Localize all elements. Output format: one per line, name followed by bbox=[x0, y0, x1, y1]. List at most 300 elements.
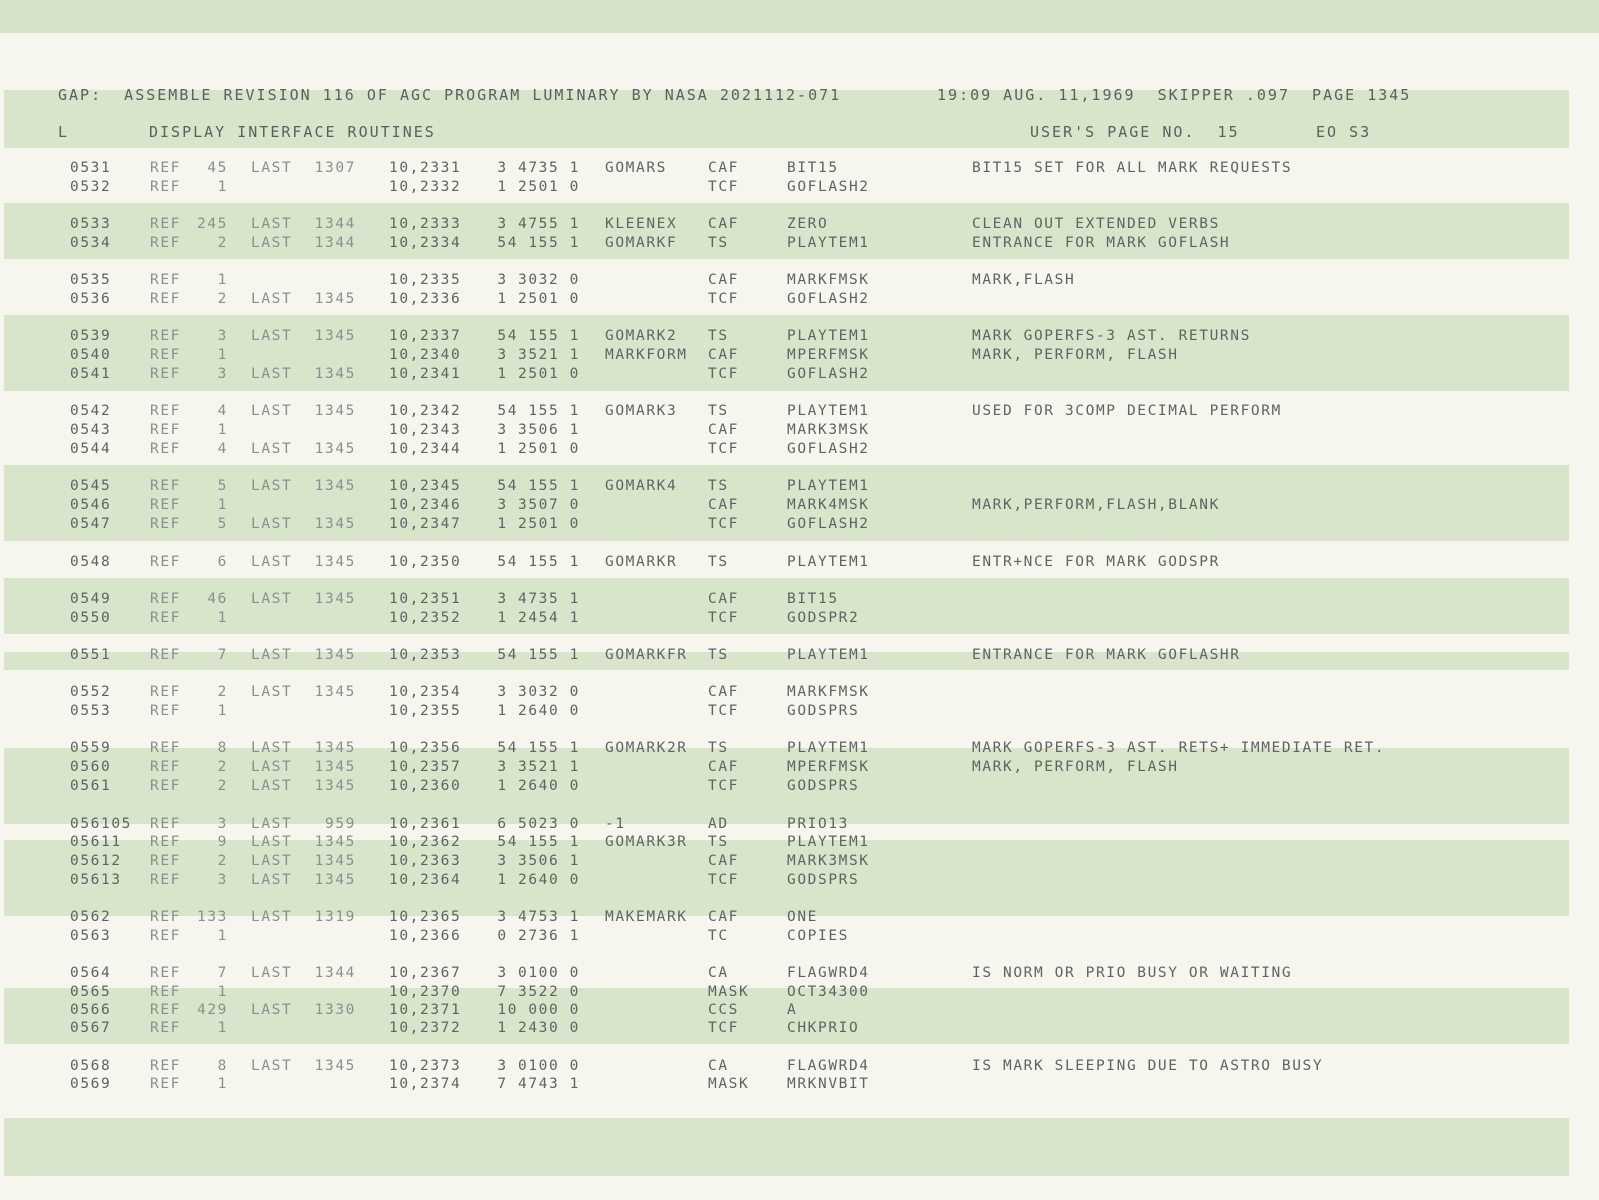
listing-sequence-number: 0544 bbox=[70, 441, 112, 457]
listing-last-label: LAST bbox=[251, 441, 293, 457]
listing-comment: ENTRANCE FOR MARK GOFLASH bbox=[972, 235, 1231, 251]
listing-ref-count: 3 bbox=[217, 328, 228, 344]
listing-sequence-number: 0565 bbox=[70, 984, 112, 1000]
listing-sequence-number: 0536 bbox=[70, 291, 112, 307]
listing-ref-count: 3 bbox=[217, 366, 228, 382]
listing-ref-label: REF bbox=[150, 554, 181, 570]
listing-operand: COPIES bbox=[787, 928, 849, 944]
listing-row bbox=[0, 216, 1599, 235]
listing-address: 10,2353 bbox=[389, 647, 462, 663]
listing-ref-label: REF bbox=[150, 272, 181, 288]
listing-row bbox=[0, 610, 1599, 629]
listing-address: 10,2351 bbox=[389, 591, 462, 607]
listing-row bbox=[0, 853, 1599, 872]
listing-opcode: TS bbox=[708, 834, 729, 850]
listing-address: 10,2362 bbox=[389, 834, 462, 850]
listing-ref-label: REF bbox=[150, 291, 181, 307]
listing-ref-label: REF bbox=[150, 328, 181, 344]
listing-last-label: LAST bbox=[251, 778, 293, 794]
listing-sequence-number: 0568 bbox=[70, 1058, 112, 1074]
listing-opcode: TCF bbox=[708, 872, 739, 888]
listing-last-label: LAST bbox=[251, 759, 293, 775]
listing-symbol-label: GOMARKFR bbox=[605, 647, 688, 663]
listing-row bbox=[0, 684, 1599, 703]
listing-last-label: LAST bbox=[251, 366, 293, 382]
listing-symbol-label: MARKFORM bbox=[605, 347, 688, 363]
listing-operand: FLAGWRD4 bbox=[787, 1058, 870, 1074]
listing-last-label: LAST bbox=[251, 684, 293, 700]
listing-address: 10,2372 bbox=[389, 1020, 462, 1036]
listing-last-page: 1345 bbox=[314, 516, 356, 532]
listing-operand: GODSPRS bbox=[787, 703, 860, 719]
listing-sequence-number: 0543 bbox=[70, 422, 112, 438]
listing-symbol-label: GOMARK2R bbox=[605, 740, 688, 756]
listing-ref-count: 45 bbox=[207, 160, 228, 176]
listing-operand: GOFLASH2 bbox=[787, 179, 870, 195]
listing-operand: ONE bbox=[787, 909, 818, 925]
listing-last-label: LAST bbox=[251, 291, 293, 307]
listing-address: 10,2361 bbox=[389, 816, 462, 832]
listing-operand: MRKNVBIT bbox=[787, 1076, 870, 1092]
listing-opcode: CAF bbox=[708, 591, 739, 607]
listing-symbol-label: -1 bbox=[605, 816, 626, 832]
listing-octal-code: 54 155 1 bbox=[497, 478, 580, 494]
listing-ref-count: 46 bbox=[207, 591, 228, 607]
listing-octal-code: 0 2736 1 bbox=[497, 928, 580, 944]
listing-address: 10,2367 bbox=[389, 965, 462, 981]
listing-ref-count: 9 bbox=[217, 834, 228, 850]
listing-last-label: LAST bbox=[251, 328, 293, 344]
listing-address: 10,2360 bbox=[389, 778, 462, 794]
listing-operand: GOFLASH2 bbox=[787, 441, 870, 457]
listing-address: 10,2336 bbox=[389, 291, 462, 307]
listing-row bbox=[0, 272, 1599, 291]
listing-sequence-number: 0541 bbox=[70, 366, 112, 382]
listing-last-page: 959 bbox=[325, 816, 356, 832]
listing-row bbox=[0, 1058, 1599, 1077]
listing-ref-count: 1 bbox=[217, 1020, 228, 1036]
listing-address: 10,2335 bbox=[389, 272, 462, 288]
listing-last-page: 1345 bbox=[314, 366, 356, 382]
listing-last-page: 1330 bbox=[314, 1002, 356, 1018]
listing-opcode: CAF bbox=[708, 160, 739, 176]
listing-ref-count: 2 bbox=[217, 853, 228, 869]
listing-sequence-number: 0542 bbox=[70, 403, 112, 419]
header-assembly-line: GAP: ASSEMBLE REVISION 116 OF AGC PROGRAM LUMINARY BY NASA 2021112-071 bbox=[58, 86, 842, 104]
page-title: DISPLAY INTERFACE ROUTINES bbox=[149, 123, 436, 141]
listing-symbol-label: GOMARK4 bbox=[605, 478, 678, 494]
listing-opcode: CAF bbox=[708, 759, 739, 775]
listing-operand: GOFLASH2 bbox=[787, 291, 870, 307]
listing-sequence-number: 0551 bbox=[70, 647, 112, 663]
listing-octal-code: 3 4735 1 bbox=[497, 591, 580, 607]
listing-last-page: 1345 bbox=[314, 328, 356, 344]
listing-sequence-number: 0549 bbox=[70, 591, 112, 607]
listing-sequence-number: 0569 bbox=[70, 1076, 112, 1092]
listing-ref-label: REF bbox=[150, 1002, 181, 1018]
listing-octal-code: 7 3522 0 bbox=[497, 984, 580, 1000]
listing-ref-count: 133 bbox=[197, 909, 228, 925]
listing-last-label: LAST bbox=[251, 853, 293, 869]
listing-octal-code: 3 3032 0 bbox=[497, 684, 580, 700]
listing-ref-label: REF bbox=[150, 853, 181, 869]
eo-marker: EO S3 bbox=[1316, 123, 1372, 141]
listing-octal-code: 1 2640 0 bbox=[497, 703, 580, 719]
listing-sequence-number: 0531 bbox=[70, 160, 112, 176]
listing-last-page: 1344 bbox=[314, 965, 356, 981]
listing-sequence-number: 0561 bbox=[70, 778, 112, 794]
listing-row bbox=[0, 422, 1599, 441]
listing-sequence-number: 0535 bbox=[70, 272, 112, 288]
listing-ref-count: 3 bbox=[217, 872, 228, 888]
listing-opcode: CAF bbox=[708, 909, 739, 925]
listing-last-label: LAST bbox=[251, 478, 293, 494]
listing-ref-label: REF bbox=[150, 740, 181, 756]
listing-opcode: TS bbox=[708, 403, 729, 419]
listing-octal-code: 3 4735 1 bbox=[497, 160, 580, 176]
listing-sequence-number: 0546 bbox=[70, 497, 112, 513]
listing-address: 10,2347 bbox=[389, 516, 462, 532]
listing-ref-count: 5 bbox=[217, 478, 228, 494]
listing-octal-code: 3 0100 0 bbox=[497, 965, 580, 981]
listing-operand: MPERFMSK bbox=[787, 347, 870, 363]
listing-last-label: LAST bbox=[251, 516, 293, 532]
listing-opcode: TS bbox=[708, 647, 729, 663]
listing-operand: MARK3MSK bbox=[787, 853, 870, 869]
listing-last-label: LAST bbox=[251, 216, 293, 232]
listing-last-page: 1319 bbox=[314, 909, 356, 925]
listing-ref-label: REF bbox=[150, 160, 181, 176]
listing-address: 10,2373 bbox=[389, 1058, 462, 1074]
listing-opcode: TCF bbox=[708, 441, 739, 457]
listing-comment: CLEAN OUT EXTENDED VERBS bbox=[972, 216, 1220, 232]
listing-comment: USED FOR 3COMP DECIMAL PERFORM bbox=[972, 403, 1282, 419]
listing-address: 10,2363 bbox=[389, 853, 462, 869]
listing-last-label: LAST bbox=[251, 403, 293, 419]
listing-octal-code: 54 155 1 bbox=[497, 740, 580, 756]
listing-ref-count: 7 bbox=[217, 965, 228, 981]
listing-comment: IS NORM OR PRIO BUSY OR WAITING bbox=[972, 965, 1293, 981]
listing-ref-count: 2 bbox=[217, 778, 228, 794]
listing-opcode: TS bbox=[708, 478, 729, 494]
listing-ref-count: 2 bbox=[217, 235, 228, 251]
listing-octal-code: 54 155 1 bbox=[497, 235, 580, 251]
listing-ref-count: 1 bbox=[217, 347, 228, 363]
listing-address: 10,2364 bbox=[389, 872, 462, 888]
listing-operand: A bbox=[787, 1002, 798, 1018]
listing-ref-count: 1 bbox=[217, 497, 228, 513]
listing-operand: FLAGWRD4 bbox=[787, 965, 870, 981]
listing-comment: IS MARK SLEEPING DUE TO ASTRO BUSY bbox=[972, 1058, 1324, 1074]
listing-last-label: LAST bbox=[251, 965, 293, 981]
listing-operand: MARK4MSK bbox=[787, 497, 870, 513]
listing-comment: MARK,PERFORM,FLASH,BLANK bbox=[972, 497, 1220, 513]
listing-ref-label: REF bbox=[150, 591, 181, 607]
listing-operand: PLAYTEM1 bbox=[787, 403, 870, 419]
listing-last-label: LAST bbox=[251, 554, 293, 570]
listing-operand: BIT15 bbox=[787, 160, 839, 176]
listing-opcode: CAF bbox=[708, 216, 739, 232]
listing-ref-label: REF bbox=[150, 610, 181, 626]
listing-comment: MARK,FLASH bbox=[972, 272, 1076, 288]
listing-address: 10,2346 bbox=[389, 497, 462, 513]
listing-address: 10,2345 bbox=[389, 478, 462, 494]
listing-row bbox=[0, 834, 1599, 853]
listing-opcode: TCF bbox=[708, 291, 739, 307]
listing-row bbox=[0, 328, 1599, 347]
listing-octal-code: 3 3507 0 bbox=[497, 497, 580, 513]
listing-opcode: CA bbox=[708, 965, 729, 981]
listing-row bbox=[0, 497, 1599, 516]
listing-octal-code: 1 2454 1 bbox=[497, 610, 580, 626]
listing-octal-code: 10 000 0 bbox=[497, 1002, 580, 1018]
listing-address: 10,2374 bbox=[389, 1076, 462, 1092]
listing-row bbox=[0, 928, 1599, 947]
listing-ref-count: 4 bbox=[217, 403, 228, 419]
listing-address: 10,2334 bbox=[389, 235, 462, 251]
listing-address: 10,2344 bbox=[389, 441, 462, 457]
listing-symbol-label: GOMARK3 bbox=[605, 403, 678, 419]
top-band bbox=[0, 0, 1599, 33]
listing-row bbox=[0, 554, 1599, 573]
listing-ref-label: REF bbox=[150, 778, 181, 794]
listing-ref-label: REF bbox=[150, 759, 181, 775]
listing-last-label: LAST bbox=[251, 740, 293, 756]
listing-operand: GODSPRS bbox=[787, 872, 860, 888]
listing-sequence-number: 0545 bbox=[70, 478, 112, 494]
listing-operand: GODSPR2 bbox=[787, 610, 860, 626]
listing-address: 10,2331 bbox=[389, 160, 462, 176]
listing-ref-label: REF bbox=[150, 1076, 181, 1092]
listing-last-label: LAST bbox=[251, 591, 293, 607]
listing-ref-count: 2 bbox=[217, 291, 228, 307]
listing-operand: PLAYTEM1 bbox=[787, 328, 870, 344]
listing-last-label: LAST bbox=[251, 834, 293, 850]
listing-address: 10,2357 bbox=[389, 759, 462, 775]
listing-row bbox=[0, 291, 1599, 310]
listing-ref-count: 1 bbox=[217, 928, 228, 944]
listing-row bbox=[0, 984, 1599, 1003]
listing-operand: MPERFMSK bbox=[787, 759, 870, 775]
listing-octal-code: 1 2501 0 bbox=[497, 366, 580, 382]
listing-sequence-number: 056105 bbox=[70, 816, 132, 832]
listing-octal-code: 1 2430 0 bbox=[497, 1020, 580, 1036]
listing-last-label: LAST bbox=[251, 872, 293, 888]
listing-ref-label: REF bbox=[150, 647, 181, 663]
listing-ref-label: REF bbox=[150, 1020, 181, 1036]
listing-operand: PLAYTEM1 bbox=[787, 478, 870, 494]
listing-ref-label: REF bbox=[150, 928, 181, 944]
listing-symbol-label: GOMARK2 bbox=[605, 328, 678, 344]
listing-ref-label: REF bbox=[150, 516, 181, 532]
listing-ref-label: REF bbox=[150, 179, 181, 195]
listing-ref-label: REF bbox=[150, 441, 181, 457]
listing-symbol-label: GOMARK3R bbox=[605, 834, 688, 850]
listing-symbol-label: GOMARS bbox=[605, 160, 667, 176]
listing-last-page: 1345 bbox=[314, 554, 356, 570]
listing-ref-count: 8 bbox=[217, 740, 228, 756]
listing-operand: OCT34300 bbox=[787, 984, 870, 1000]
listing-ref-count: 3 bbox=[217, 816, 228, 832]
listing-ref-label: REF bbox=[150, 872, 181, 888]
listing-opcode: TS bbox=[708, 554, 729, 570]
header-log-letter: L bbox=[58, 123, 70, 141]
listing-operand: MARK3MSK bbox=[787, 422, 870, 438]
listing-address: 10,2341 bbox=[389, 366, 462, 382]
listing-last-label: LAST bbox=[251, 160, 293, 176]
listing-address: 10,2355 bbox=[389, 703, 462, 719]
listing-operand: MARKFMSK bbox=[787, 272, 870, 288]
listing-last-page: 1344 bbox=[314, 216, 356, 232]
listing-opcode: CAF bbox=[708, 272, 739, 288]
listing-address: 10,2366 bbox=[389, 928, 462, 944]
listing-row bbox=[0, 1020, 1599, 1039]
listing-octal-code: 1 2640 0 bbox=[497, 778, 580, 794]
listing-row bbox=[0, 179, 1599, 198]
listing-address: 10,2354 bbox=[389, 684, 462, 700]
listing-sequence-number: 05611 bbox=[70, 834, 122, 850]
listing-ref-label: REF bbox=[150, 816, 181, 832]
listing-opcode: TS bbox=[708, 328, 729, 344]
listing-ref-label: REF bbox=[150, 909, 181, 925]
listing-last-page: 1345 bbox=[314, 591, 356, 607]
listing-row bbox=[0, 366, 1599, 385]
listing-sequence-number: 0532 bbox=[70, 179, 112, 195]
listing-octal-code: 3 3506 1 bbox=[497, 853, 580, 869]
listing-operand: PLAYTEM1 bbox=[787, 740, 870, 756]
listing-sequence-number: 0559 bbox=[70, 740, 112, 756]
listing-last-page: 1345 bbox=[314, 403, 356, 419]
listing-opcode: TS bbox=[708, 235, 729, 251]
listing-row bbox=[0, 591, 1599, 610]
listing-sequence-number: 0550 bbox=[70, 610, 112, 626]
listing-row bbox=[0, 403, 1599, 422]
listing-sequence-number: 0534 bbox=[70, 235, 112, 251]
listing-sequence-number: 05613 bbox=[70, 872, 122, 888]
listing-octal-code: 3 3521 1 bbox=[497, 347, 580, 363]
listing-last-page: 1345 bbox=[314, 740, 356, 756]
listing-ref-label: REF bbox=[150, 984, 181, 1000]
listing-opcode: TCF bbox=[708, 179, 739, 195]
users-page-number: USER'S PAGE NO. 15 bbox=[1030, 123, 1240, 141]
listing-ref-label: REF bbox=[150, 366, 181, 382]
header-date-page: 19:09 AUG. 11,1969 SKIPPER .097 PAGE 1345 bbox=[937, 86, 1412, 104]
listing-last-page: 1345 bbox=[314, 778, 356, 794]
listing-operand: MARKFMSK bbox=[787, 684, 870, 700]
listing-ref-count: 7 bbox=[217, 647, 228, 663]
listing-opcode: TCF bbox=[708, 516, 739, 532]
listing-address: 10,2333 bbox=[389, 216, 462, 232]
listing-ref-label: REF bbox=[150, 235, 181, 251]
listing-last-page: 1345 bbox=[314, 684, 356, 700]
listing-last-label: LAST bbox=[251, 1058, 293, 1074]
listing-operand: GOFLASH2 bbox=[787, 516, 870, 532]
listing-row bbox=[0, 478, 1599, 497]
listing-address: 10,2343 bbox=[389, 422, 462, 438]
listing-opcode: CAF bbox=[708, 422, 739, 438]
listing-opcode: TCF bbox=[708, 610, 739, 626]
listing-opcode: TCF bbox=[708, 366, 739, 382]
listing-octal-code: 7 4743 1 bbox=[497, 1076, 580, 1092]
listing-opcode: CAF bbox=[708, 497, 739, 513]
listing-address: 10,2342 bbox=[389, 403, 462, 419]
listing-sequence-number: 0553 bbox=[70, 703, 112, 719]
listing-comment: BIT15 SET FOR ALL MARK REQUESTS bbox=[972, 160, 1293, 176]
listing-octal-code: 54 155 1 bbox=[497, 647, 580, 663]
listing-sequence-number: 0547 bbox=[70, 516, 112, 532]
listing-last-label: LAST bbox=[251, 235, 293, 251]
listing-address: 10,2340 bbox=[389, 347, 462, 363]
listing-address: 10,2371 bbox=[389, 1002, 462, 1018]
listing-octal-code: 3 3506 1 bbox=[497, 422, 580, 438]
listing-octal-code: 54 155 1 bbox=[497, 403, 580, 419]
listing-octal-code: 1 2501 0 bbox=[497, 291, 580, 307]
listing-ref-label: REF bbox=[150, 403, 181, 419]
listing-ref-count: 245 bbox=[197, 216, 228, 232]
listing-comment: MARK GOPERFS-3 AST. RETURNS bbox=[972, 328, 1251, 344]
listing-ref-label: REF bbox=[150, 422, 181, 438]
listing-ref-count: 1 bbox=[217, 179, 228, 195]
listing-ref-count: 2 bbox=[217, 759, 228, 775]
listing-octal-code: 1 2501 0 bbox=[497, 441, 580, 457]
listing-comment: ENTR+NCE FOR MARK GODSPR bbox=[972, 554, 1220, 570]
listing-address: 10,2370 bbox=[389, 984, 462, 1000]
listing-row bbox=[0, 235, 1599, 254]
listing-address: 10,2365 bbox=[389, 909, 462, 925]
listing-last-label: LAST bbox=[251, 1002, 293, 1018]
listing-row bbox=[0, 778, 1599, 797]
listing-row bbox=[0, 1002, 1599, 1021]
listing-opcode: AD bbox=[708, 816, 729, 832]
listing-ref-count: 1 bbox=[217, 422, 228, 438]
listing-row bbox=[0, 816, 1599, 835]
listing-address: 10,2356 bbox=[389, 740, 462, 756]
listing-ref-count: 1 bbox=[217, 610, 228, 626]
listing-octal-code: 54 155 1 bbox=[497, 834, 580, 850]
listing-last-label: LAST bbox=[251, 647, 293, 663]
listing-last-page: 1345 bbox=[314, 647, 356, 663]
listing-row bbox=[0, 740, 1599, 759]
listing-opcode: TS bbox=[708, 740, 729, 756]
listing-opcode: CCS bbox=[708, 1002, 739, 1018]
listing-row bbox=[0, 872, 1599, 891]
listing-ref-count: 4 bbox=[217, 441, 228, 457]
bottom-band bbox=[4, 1118, 1569, 1176]
listing-address: 10,2350 bbox=[389, 554, 462, 570]
listing-ref-count: 5 bbox=[217, 516, 228, 532]
listing-comment: ENTRANCE FOR MARK GOFLASHR bbox=[972, 647, 1241, 663]
listing-octal-code: 1 2501 0 bbox=[497, 179, 580, 195]
listing-last-page: 1345 bbox=[314, 834, 356, 850]
listing-last-page: 1307 bbox=[314, 160, 356, 176]
listing-row bbox=[0, 965, 1599, 984]
listing-ref-label: REF bbox=[150, 478, 181, 494]
listing-ref-count: 8 bbox=[217, 1058, 228, 1074]
listing-opcode: CAF bbox=[708, 684, 739, 700]
listing-sequence-number: 0533 bbox=[70, 216, 112, 232]
listing-sequence-number: 0564 bbox=[70, 965, 112, 981]
listing-last-page: 1345 bbox=[314, 759, 356, 775]
listing-ref-count: 6 bbox=[217, 554, 228, 570]
listing-ref-count: 1 bbox=[217, 984, 228, 1000]
listing-row bbox=[0, 1076, 1599, 1095]
listing-octal-code: 54 155 1 bbox=[497, 554, 580, 570]
listing-row bbox=[0, 759, 1599, 778]
listing-operand: PLAYTEM1 bbox=[787, 235, 870, 251]
listing-octal-code: 54 155 1 bbox=[497, 328, 580, 344]
listing-comment: MARK, PERFORM, FLASH bbox=[972, 759, 1179, 775]
listing-operand: PLAYTEM1 bbox=[787, 647, 870, 663]
